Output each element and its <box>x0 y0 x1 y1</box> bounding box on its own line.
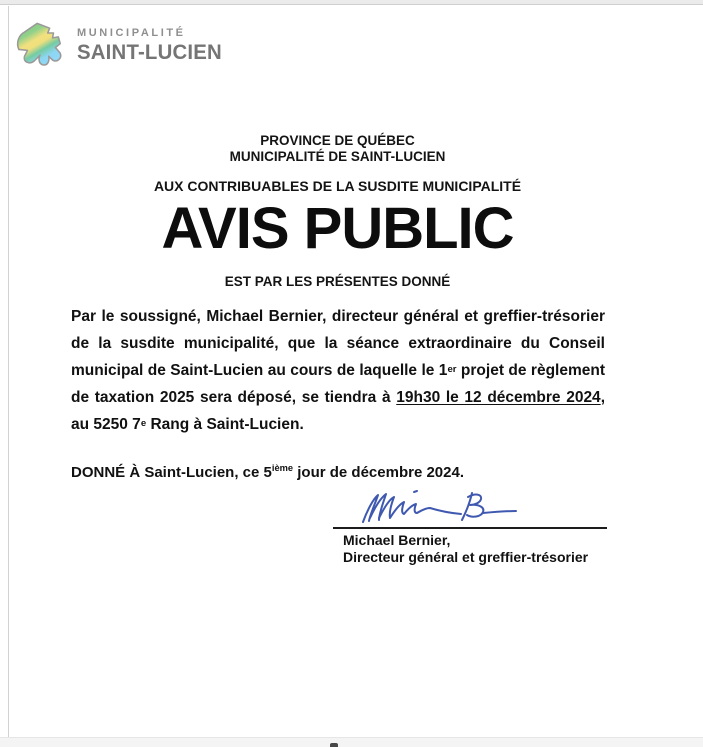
notice-dateline: DONNÉ À Saint-Lucien, ce 5ième jour de décembre 2024. <box>71 463 464 481</box>
document-header <box>72 133 603 194</box>
signer-name: Michael Bernier, <box>343 532 451 548</box>
viewer-bottom-edge <box>0 737 703 747</box>
handwritten-signature-icon <box>356 488 526 528</box>
logo-wordmark-small: MUNICIPALITÉ <box>77 27 186 39</box>
viewer-top-edge <box>0 0 703 5</box>
logo-wordmark-large: SAINT-LUCIEN <box>77 41 222 64</box>
signature-rule <box>333 527 607 529</box>
municipality-logo <box>13 21 226 74</box>
next-page-content-sliver <box>330 743 338 747</box>
notice-body: Par le soussigné, Michael Bernier, directeur général et greffier-trésorier de la susdite municipalité, que la séance extraordinaire du Conseil municipal de Saint-Lucien au cours de laquelle le 1er projet de règlement de taxation 2025 sera déposé, se tiendra à 19h30 le 12 décembre 2024, au 5250 7e Rang à Saint-Lucien. <box>71 308 605 433</box>
signature-block <box>343 532 588 565</box>
signer-role: Directeur général et greffier-trésorier <box>343 548 589 565</box>
logo-wordmark <box>77 27 226 64</box>
header-province: PROVINCE DE QUÉBEC <box>260 133 415 148</box>
header-addressee: AUX CONTRIBUABLES DE LA SUSDITE MUNICIPALITÉ <box>153 178 522 194</box>
notice-subtitle: EST PAR LES PRÉSENTES DONNÉ <box>224 274 451 289</box>
page-left-border <box>8 6 9 737</box>
header-municipality: MUNICIPALITÉ DE SAINT-LUCIEN <box>229 149 446 164</box>
notice-title: AVIS PUBLIC <box>161 196 514 261</box>
municipality-map-icon <box>13 21 67 74</box>
